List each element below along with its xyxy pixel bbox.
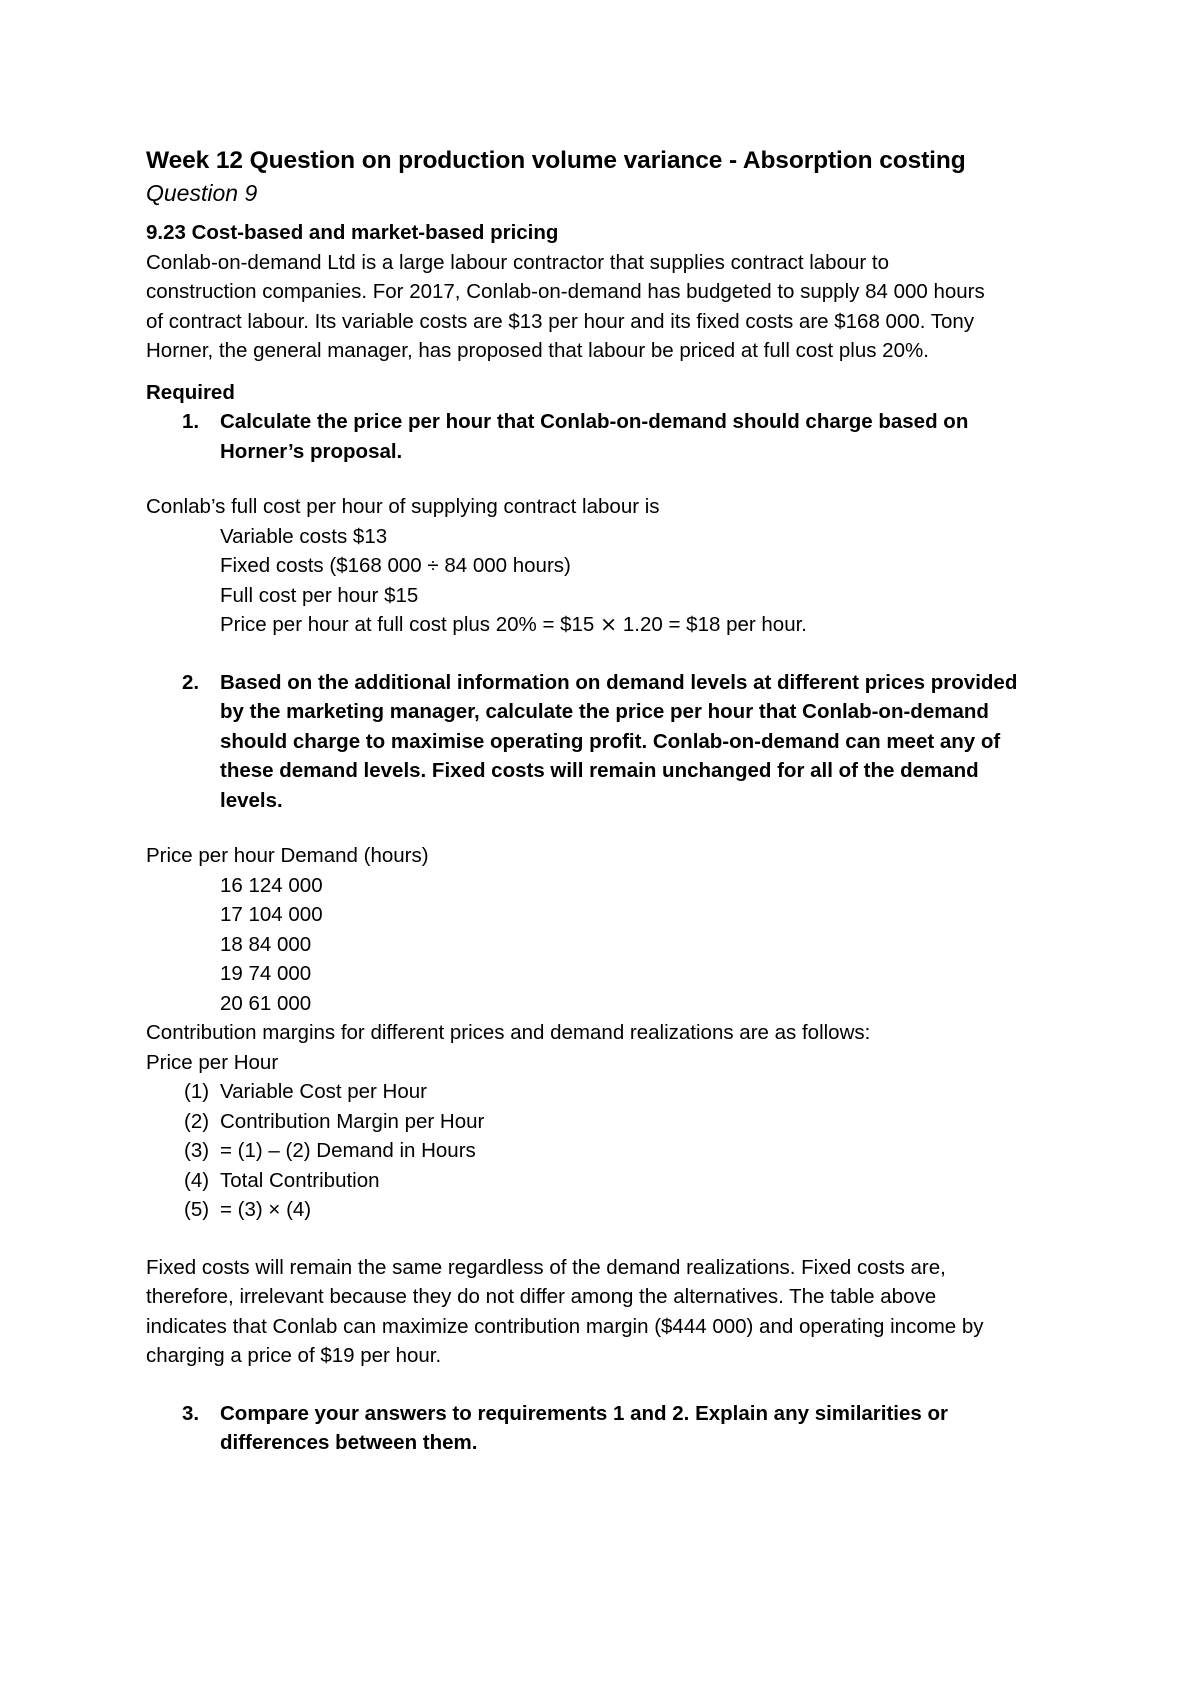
requirement-1	[146, 407, 1066, 466]
requirement-1-number: 1.	[182, 410, 200, 433]
contribution-item-index: (4)	[184, 1168, 210, 1192]
contribution-section	[146, 1018, 1066, 1225]
conclusion-line: Fixed costs will remain the same regardless of the demand realizations. Fixed costs are,	[146, 1255, 946, 1279]
demand-row: 20 61 000	[220, 991, 312, 1015]
conclusion-line: therefore, irrelevant because they do not differ among the alternatives. The table above	[146, 1285, 937, 1308]
requirement-2-line: levels.	[220, 788, 283, 812]
requirement-1-line: Calculate the price per hour that Conlab-on-demand should charge based on	[220, 410, 969, 433]
answer-1	[146, 492, 1066, 640]
answer-1-line: Price per hour at full cost plus 20% = $15 ⨯ 1.20 = $18 per hour.	[220, 613, 807, 636]
required-label: Required	[146, 380, 235, 404]
demand-row: 17 104 000	[220, 903, 323, 926]
contribution-item	[146, 1107, 1066, 1137]
intro-paragraph	[146, 248, 1066, 366]
contribution-items	[146, 1077, 1066, 1225]
requirement-3	[146, 1399, 1066, 1458]
demand-table-rows	[146, 871, 1066, 1019]
answer-1-lines	[146, 522, 1066, 640]
requirement-2-line: these demand levels. Fixed costs will remain unchanged for all of the demand	[220, 759, 979, 782]
requirement-2-line: by the marketing manager, calculate the price per hour that Conlab-on-demand	[220, 700, 989, 723]
document-title: Week 12 Question on production volume variance - Absorption costing	[146, 147, 966, 174]
requirement-3-item	[146, 1399, 1066, 1458]
requirement-1-line: Horner’s proposal.	[220, 439, 403, 463]
question-label: Question 9	[146, 180, 258, 206]
price-per-hour-label: Price per Hour	[146, 1050, 279, 1074]
answer-1-lead: Conlab’s full cost per hour of supplying contract labour is	[146, 495, 660, 518]
contribution-item-index: (1)	[184, 1080, 210, 1103]
requirement-2-number: 2.	[182, 670, 200, 694]
requirement-2-line: should charge to maximise operating profit. Conlab-on-demand can meet any of	[220, 729, 1001, 753]
requirement-3-line: differences between them.	[220, 1431, 478, 1454]
requirement-3-line: Compare your answers to requirements 1 and 2. Explain any similarities or	[220, 1401, 949, 1425]
demand-table	[146, 841, 1066, 1018]
contribution-item	[146, 1136, 1066, 1166]
answer-1-line: Full cost per hour $15	[220, 583, 419, 607]
demand-row: 16 124 000	[220, 873, 323, 897]
answer-1-line: Variable costs $13	[220, 524, 388, 548]
contribution-item-index: (2)	[184, 1109, 210, 1133]
demand-row: 19 74 000	[220, 962, 312, 985]
intro-line: construction companies. For 2017, Conlab-on-demand has budgeted to supply 84 000 hours	[146, 280, 985, 303]
contribution-item-text: = (1) – (2) Demand in Hours	[220, 1139, 476, 1162]
contribution-item-text: Variable Cost per Hour	[220, 1080, 427, 1103]
contribution-item-text: = (3) × (4)	[220, 1198, 312, 1221]
requirement-1-item	[146, 407, 1066, 466]
section-heading: 9.23 Cost-based and market-based pricing	[146, 221, 559, 244]
contribution-item-text: Contribution Margin per Hour	[220, 1109, 485, 1133]
contribution-item	[146, 1166, 1066, 1196]
requirement-2-line: Based on the additional information on demand levels at different prices provided	[220, 670, 1018, 694]
answer-1-line: Fixed costs ($168 000 ÷ 84 000 hours)	[220, 554, 571, 577]
demand-row: 18 84 000	[220, 932, 312, 956]
conclusion-paragraph	[146, 1253, 1066, 1371]
intro-line: of contract labour. Its variable costs are $13 per hour and its fixed costs are $168 000. Tony	[146, 309, 975, 333]
document-content	[146, 144, 1066, 1458]
contribution-item-index: (3)	[184, 1139, 210, 1162]
requirement-2-item	[146, 668, 1066, 816]
contribution-item	[146, 1077, 1066, 1107]
contribution-item	[146, 1195, 1066, 1225]
intro-line: Horner, the general manager, has proposed that labour be priced at full cost plus 20%.	[146, 339, 929, 362]
intro-line: Conlab-on-demand Ltd is a large labour contractor that supplies contract labour to	[146, 250, 889, 274]
contribution-item-index: (5)	[184, 1198, 210, 1221]
contribution-lead: Contribution margins for different prices and demand realizations are as follows:	[146, 1021, 871, 1044]
conclusion-line: indicates that Conlab can maximize contribution margin ($444 000) and operating income by	[146, 1314, 984, 1338]
contribution-item-text: Total Contribution	[220, 1168, 380, 1192]
demand-table-header: Price per hour Demand (hours)	[146, 844, 429, 867]
conclusion-line: charging a price of $19 per hour.	[146, 1344, 442, 1367]
requirement-3-number: 3.	[182, 1401, 200, 1425]
requirement-2	[146, 668, 1066, 816]
